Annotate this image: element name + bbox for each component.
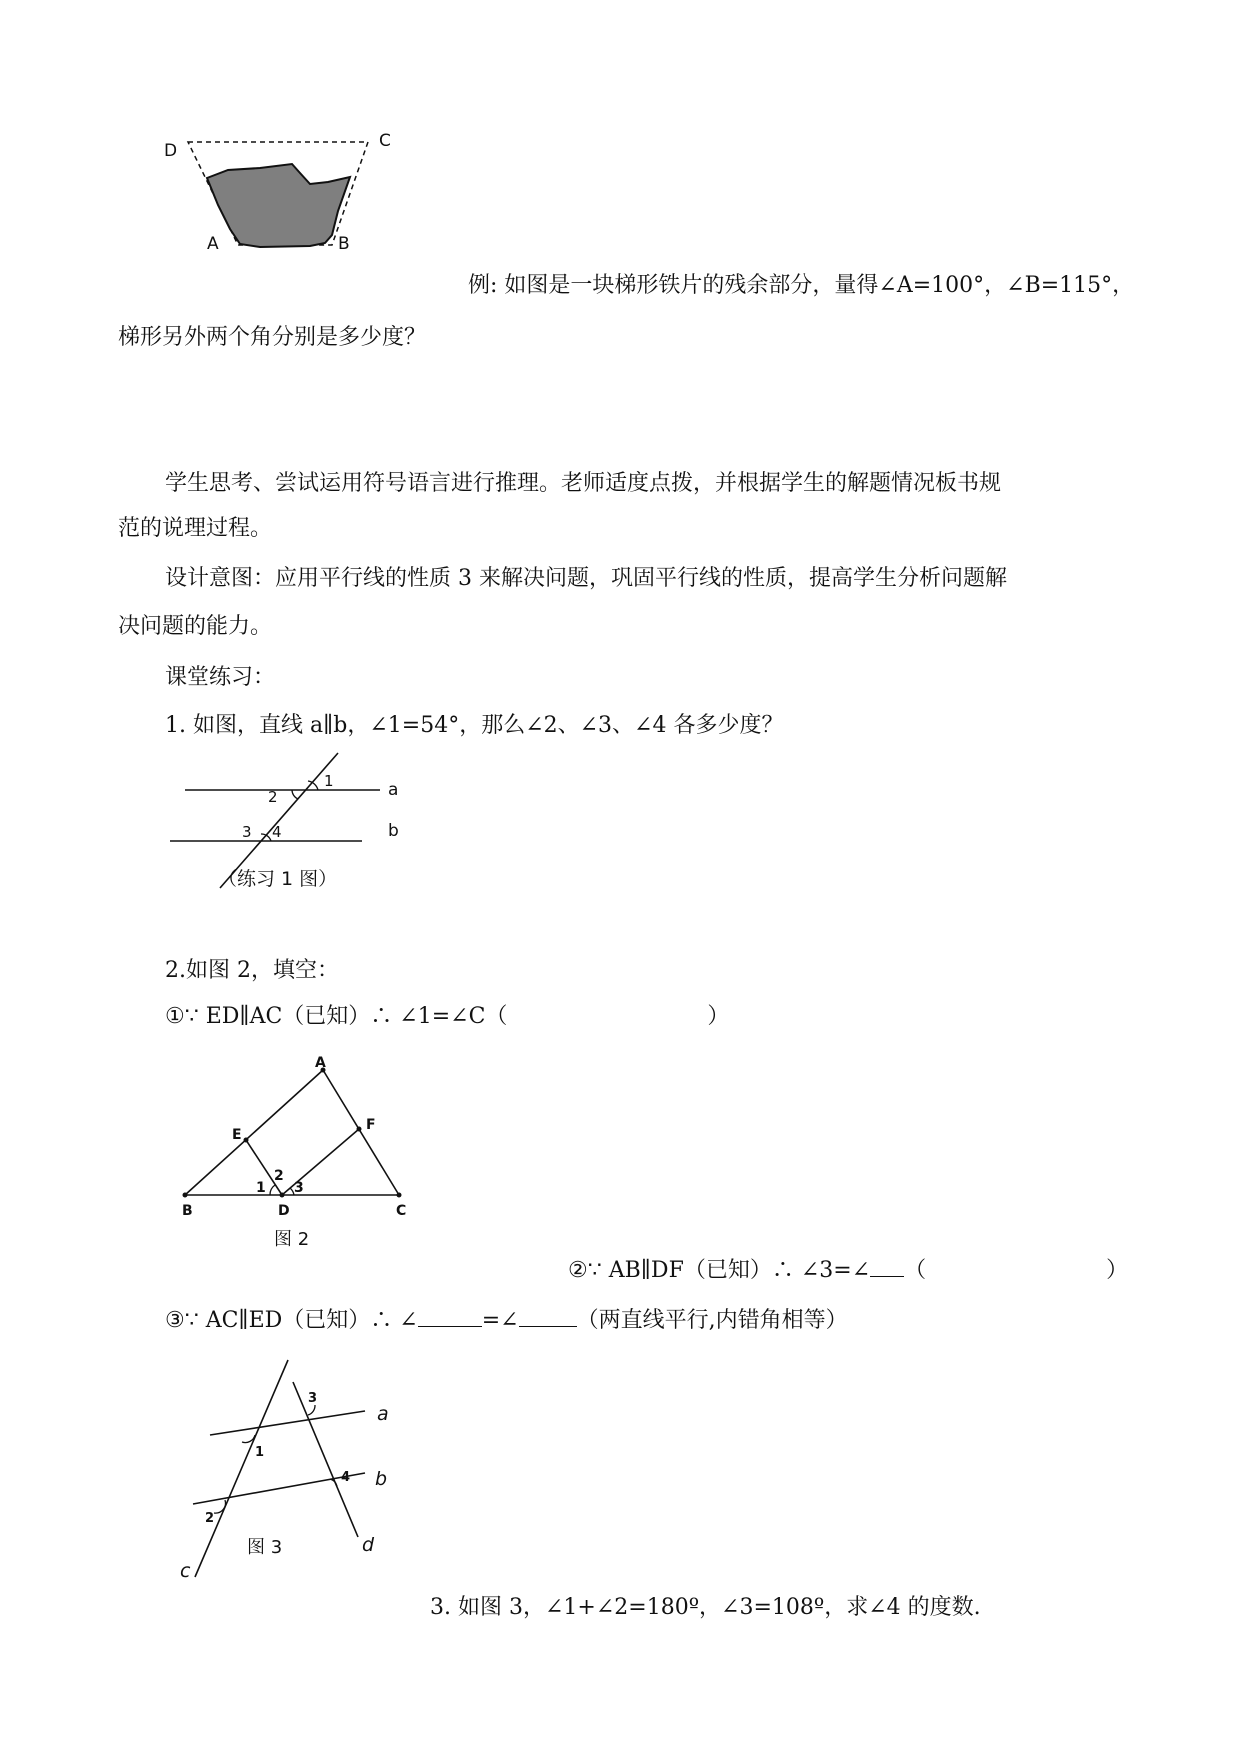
label-a: A xyxy=(207,234,219,254)
line-b-label: b xyxy=(388,821,399,841)
label-c: C xyxy=(379,131,391,151)
line-a xyxy=(210,1411,365,1435)
q2-item3-text-a: ③∵ AC∥ED（已知）∴ ∠ xyxy=(165,1308,418,1333)
q1-text: 1. 如图，直线 a∥b，∠1=54°，那么∠2、∠3、∠4 各多少度？ xyxy=(165,713,784,738)
angle2-label: 2 xyxy=(274,1168,284,1184)
q2-item2 xyxy=(568,1256,1128,1285)
label-b: B xyxy=(182,1203,193,1219)
label-d: D xyxy=(278,1203,290,1219)
q2-item3-blank-1[interactable] xyxy=(418,1306,482,1327)
angle3-label: 3 xyxy=(242,823,252,841)
label-e: E xyxy=(232,1127,242,1143)
figure-caption: （练习 1 图） xyxy=(218,868,338,890)
q2-item3 xyxy=(165,1306,848,1335)
q2-item3-text-b: =∠ xyxy=(481,1308,519,1333)
q2-item2-text: ②∵ AB∥DF（已知）∴ ∠3=∠ xyxy=(568,1258,871,1283)
example-text-line2: 梯形另外两个角分别是多少度？ xyxy=(118,325,427,350)
q2-intro: 2.如图 2，填空： xyxy=(165,958,339,983)
remnant-piece xyxy=(207,164,350,247)
para2-line1: 设计意图：应用平行线的性质 3 来解决问题，巩固平行线的性质，提高学生分析问题解 xyxy=(165,566,1007,591)
line-d-label: d xyxy=(362,1534,375,1556)
angle1-label: 1 xyxy=(324,772,334,790)
angle1-label: 1 xyxy=(255,1445,265,1460)
line-b xyxy=(193,1473,365,1504)
angle2-label: 2 xyxy=(205,1511,215,1526)
figure-caption: 图 2 xyxy=(274,1229,310,1250)
point-c xyxy=(397,1193,402,1198)
q2-item1 xyxy=(165,1003,729,1031)
label-f: F xyxy=(366,1117,376,1133)
angle4-label: 4 xyxy=(272,823,282,841)
figure-caption: 图 3 xyxy=(247,1537,283,1558)
angle3-label: 3 xyxy=(308,1391,318,1406)
line-d xyxy=(293,1382,358,1537)
side-ac xyxy=(323,1070,399,1195)
label-b: B xyxy=(338,234,350,254)
line-c-label: c xyxy=(180,1560,191,1580)
figure2-triangle xyxy=(170,1055,430,1255)
q2-item1-close: ） xyxy=(707,1004,730,1029)
line-b-label: b xyxy=(375,1468,388,1490)
side-ba xyxy=(185,1070,323,1195)
angle1-label: 1 xyxy=(256,1180,266,1196)
angle4-label: 4 xyxy=(341,1470,351,1485)
angle2-label: 2 xyxy=(268,788,278,806)
point-b xyxy=(183,1193,188,1198)
figure3-lines xyxy=(175,1355,415,1580)
para1-line1: 学生思考、尝试运用符号语言进行推理。老师适度点拨，并根据学生的解题情况板书规 xyxy=(165,471,1002,496)
q2-item1-text: ①∵ ED∥AC（已知）∴ ∠1=∠C（ xyxy=(165,1004,508,1029)
q2-item2-open: （ xyxy=(904,1258,927,1283)
practice-heading: 课堂练习： xyxy=(165,665,276,690)
point-e xyxy=(244,1138,249,1143)
angle3-arc xyxy=(308,1405,315,1415)
angle3-label: 3 xyxy=(294,1180,304,1196)
line-a-label: a xyxy=(388,780,399,800)
para2-line2: 决问题的能力。 xyxy=(118,614,273,639)
label-a: A xyxy=(315,1055,326,1071)
practice1-figure xyxy=(160,748,420,898)
q2-item2-blank-angle[interactable] xyxy=(870,1256,904,1277)
label-d: D xyxy=(164,141,178,161)
q2-item3-blank-2[interactable] xyxy=(519,1306,577,1327)
q3-text: 3. 如图 3，∠1+∠2=180º，∠3=108º，求∠4 的度数. xyxy=(430,1595,981,1620)
para1-line2: 范的说理过程。 xyxy=(118,516,273,541)
angle2-arc xyxy=(292,790,298,799)
point-d xyxy=(280,1193,285,1198)
q2-item2-close: ） xyxy=(1106,1258,1129,1283)
trapezoid-figure xyxy=(160,125,420,265)
angle1-arc xyxy=(270,1185,275,1195)
line-a-label: a xyxy=(377,1403,389,1425)
label-c: C xyxy=(396,1203,407,1219)
q2-item3-text-c: （两直线平行,内错角相等） xyxy=(576,1308,848,1333)
point-f xyxy=(357,1127,362,1132)
example-text-line1: 例: 如图是一块梯形铁片的残余部分，量得∠A=100°，∠B=115°， xyxy=(468,273,1135,298)
